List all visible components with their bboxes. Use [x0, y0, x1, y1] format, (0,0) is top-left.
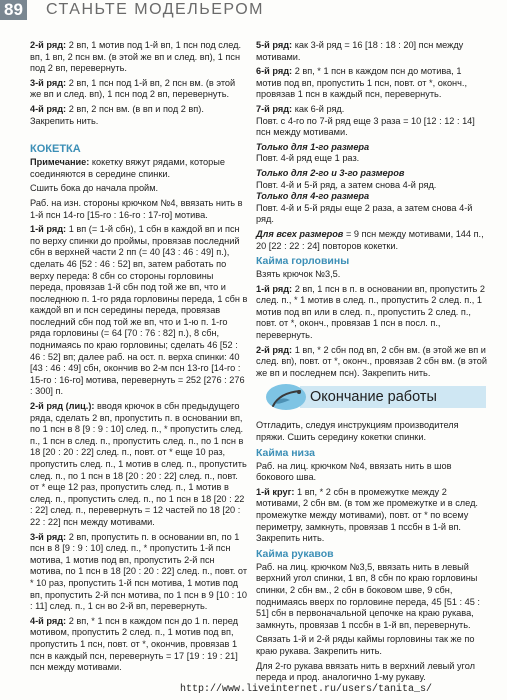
row-text: как 6-й ряд. [294, 103, 345, 114]
all-sizes-label: Для всех размеров [256, 228, 344, 239]
row-label: 4-й ряд: [30, 103, 67, 114]
paragraph-koketka-row-2 [30, 401, 248, 529]
finishing-banner [256, 382, 488, 414]
work-paragraph: Раб. на изн. стороны крючком №4, ввязать нить в 1-й псн 14-го [15-го : 16-го : 17-го] мотива. [30, 197, 243, 220]
row-label: 2-й ряд: [256, 344, 293, 355]
paragraph-neckline-row-2 [256, 345, 488, 380]
page-number: 89 [0, 0, 27, 20]
all-sizes-text: = 9 псн между мотивами, 144 п., 20 [22 : 22 : 24] повторов кокетки. [256, 228, 484, 251]
size-1-label: Только для 1-го размера [256, 141, 370, 152]
row-label: 3-й ряд: [30, 77, 67, 88]
size-4-text: Повт. 4-й и 5-й ряды еще 2 раза, а затем снова 4-й ряд. [256, 202, 473, 225]
paragraph-row-5 [256, 40, 488, 63]
row-label: 3-й ряд: [30, 531, 67, 542]
row-label: 1-й круг: [256, 486, 295, 497]
paragraph-row-3 [30, 78, 248, 101]
left-column [30, 40, 248, 677]
row-label: 6-й ряд: [256, 66, 293, 77]
paragraph-row-7 [256, 104, 488, 116]
row-text: 1 вп (= 1-й сбн), 1 сбн в каждой вп и псн по верху спинки до проймы, провязав последний сбн в верхней части 2 пп (= 40 [43 : 46 : 49] п.), сделать 46 [52 : 46 : 52] вп, затем работать по верху переда: 8 сбн со стороны горловины переда, провязав 1-й сбн под той же вп, что и последнюю п. 1-го ряда горловины переда, 1 сбн в каждой вп и псн середины переда, провязав последний сбн под той же вп, что и 1-ю п. 1-го ряда горловины (= 64 [70 : 76 : 82] п.), 8 сбн, поднимаясь по краю горловины; сделать 46 [52 : 46 : 52] вп; далее раб. на ост. п. верха спинки: 40 [43 : 46 : 49] сбн, окончив во 2-м псн 13-го [14-го : 15-го : 16-го] мотива, перевернуть = 252 [276 : 276 : 300] п. [30, 224, 248, 397]
note-paragraph [30, 157, 248, 180]
paragraph-row-6 [256, 66, 488, 101]
row-text: 1 вп, * 2 сбн в промежутке между 2 мотивами, 2 сбн вм. (в том же промежутке и в след. промежутке между мотивами), повт. от * по всему периметру, замкнуть, провязав 1 пссбн в 1-й вп. Закрепить нить. [256, 486, 478, 544]
row-text: 2 вп, * 1 псн в каждом псн до 1 п. перед мотивом, пропустить 2 след. п., 1 мотив под вп, пропустить 1 псн, повт. от *, окончив, провязав 1 псн в каждый псн, перевернуть = 17 [19 : 19 : 21] псн между мотивами. [30, 615, 238, 673]
row-label: 2-й ряд: [30, 40, 67, 50]
repeat-paragraph: Повт. с 4-го по 7-й ряд еще 3 раза = 10 [12 : 12 : 14] псн между мотивами. [256, 115, 475, 138]
sleeve-paragraph-1: Раб. на лиц. крючком №3,5, ввязать нить в левый верхний угол спинки, 1 вп, 8 сбн по краю горловины спинки, 2 сбн вм., 2 сбн в боковом шве, 9 сбн, поднимаясь вверх по горловине переда, 45 [51 : 45 : 51] сбн в первоначальной цепочке на краю рукава, замкнуть, провязав 1 пссбн в 1-й вп, перевернуть. [256, 561, 480, 630]
crochet-hook-icon [270, 388, 304, 410]
row-label: 7-й ряд: [256, 103, 293, 114]
row-text: 2 вп, 1 псн в п. в основании вп, пропустить 2 след. п., * 1 мотив в след. п., пропустить 2 след. п., 1 мотив под вп или в след. п., пропустить 2 след. п., повт. от *, оконч., провязав 1 псн в посл. п., перевернуть. [256, 283, 485, 341]
size-4-label: Только для 4-го размера [256, 191, 370, 202]
right-column [256, 40, 488, 687]
row-text: 2 вп, 2 псн вм. (в вп и под 2 вп). Закрепить нить. [30, 103, 204, 126]
row-text: вводя крючок в сбн предыдущего ряда, сделать 2 вп, пропустить п. в основании вп, по 1 псн в 8 [9 : 9 : 10] след. п., * пропустить след. п., 1 псн в след. п., пропустить след. п., по 1 псн в 18 [20 : 20 : 22] след. п., повт. от * еще 10 раз, пропустить след. п., 1 мотив в след. п., пропустить след. п., по 1 псн в 18 [20 : 20 : 22] след. п., повт. от * еще 12 раз, пропустить след. п., 1 мотив в след. п., пропустить след. п., по 1 псн в 18 [20 : 22 : 22] след. п., перевернуть = 12 частей по 18 [20 : 22 : 22] псн между мотивами. [30, 401, 247, 527]
paragraph-koketka-row-1 [30, 224, 248, 398]
row-label: 4-й ряд: [30, 615, 67, 626]
row-text: 1 вп, * 2 сбн под вп, 2 сбн вм. (в этой же вп и след. вп), повт. от *, оконч., провязав 2 сбн вм. (в этой же вп и последнем псн). Закрепить нить. [256, 344, 487, 378]
sew-paragraph: Сшить бока до начала пройм. [30, 183, 159, 194]
all-sizes-paragraph [256, 229, 488, 252]
note-text: кокетку вяжут рядами, которые соединяются в середине спинки. [30, 157, 225, 179]
paragraph-row-2 [30, 40, 248, 75]
paragraph-koketka-row-3 [30, 532, 248, 613]
row-text: 2 вп, 1 псн под 1-й вп, 2 псн вм. (в этой же вп и след. вп), 1 псн под 2 вп, перевернуть. [30, 77, 236, 100]
neckline-border-heading: Кайма горловины [256, 255, 350, 268]
section-title: СТАНЬТЕ МОДЕЛЬЕРОМ [46, 1, 264, 18]
sleeve-paragraph-2: Связать 1-й и 2-й ряды каймы горловины так же по краю рукава. Закрепить нить. [256, 634, 475, 656]
row-text: 2 вп, пропустить п. в основании вп, по 1 псн в 8 [9 : 9 : 10] след. п., * пропустить 1-й псн мотива, 1 мотив под вп, пропустить 2-й псн мотива, по 1 псн в 18 [20 : 20 : 22] след. п., повт. от * 10 раз, пропустить 1-й псн мотива, 1 мотив под вп, пропустить 2-й псн мотива, по 1 псн в 9 [10 : 10 : 11] след. п., 1 сн во 2-й вп, перевернуть. [30, 531, 248, 612]
neckline-intro: Взять крючок №3,5. [256, 269, 341, 280]
row-label: 5-й ряд: [256, 40, 293, 50]
row-label: 1-й ряд: [256, 283, 293, 294]
paragraph-neckline-row-1 [256, 284, 488, 342]
finishing-paragraph: Отгладить, следуя инструкциям производителя пряжи. Сшить середину кокетки спинки. [256, 420, 459, 443]
paragraph-row-4 [30, 104, 248, 127]
sleeve-paragraph-3: Для 2-го рукава ввязать нить в верхний левый угол переда и прод. аналогично 1-му рукаву. [256, 660, 475, 683]
size-1-text: Повт. 4-й ряд еще 1 раз. [256, 153, 360, 164]
page-header [0, 0, 507, 22]
size-2-3-label: Только для 2-го и 3-го размеров [256, 167, 405, 178]
paragraph-hem-round-1 [256, 487, 488, 545]
sleeve-border-heading: Кайма рукавов [256, 547, 334, 560]
note-label: Примечание: [30, 157, 90, 168]
finishing-title: Окончание работы [310, 389, 437, 406]
paragraph-koketka-row-4 [30, 616, 248, 674]
size-2-3-text: Повт. 4-й и 5-й ряд, а затем снова 4-й ряд. [256, 179, 437, 190]
source-url: http://www.liveinternet.ru/users/tanita_s/ [180, 684, 433, 695]
row-label: 1-й ряд: [30, 224, 67, 235]
row-label: 2-й ряд (лиц.): [30, 401, 95, 412]
hem-intro: Раб. на лиц. крючком №4, ввязать нить в шов бокового шва. [256, 460, 452, 483]
koketka-heading: КОКЕТКА [30, 143, 81, 156]
row-text: 2 вп, 1 мотив под 1-й вп, 1 псн под след. вп, 1 вп, 2 псн вм. (в этой же вп и след. вп), 1 псн под 2 вп, перевернуть. [30, 40, 242, 74]
hem-border-heading: Кайма низа [256, 446, 315, 459]
row-text: 2 вп, * 1 псн в каждом псн до мотива, 1 мотив под вп, пропустить 1 псн, повт. от *, оконч., провязав 1 псн в каждый псн, перевернуть. [256, 66, 468, 100]
row-text: как 3-й ряд = 16 [18 : 18 : 20] псн между мотивами. [256, 40, 464, 62]
